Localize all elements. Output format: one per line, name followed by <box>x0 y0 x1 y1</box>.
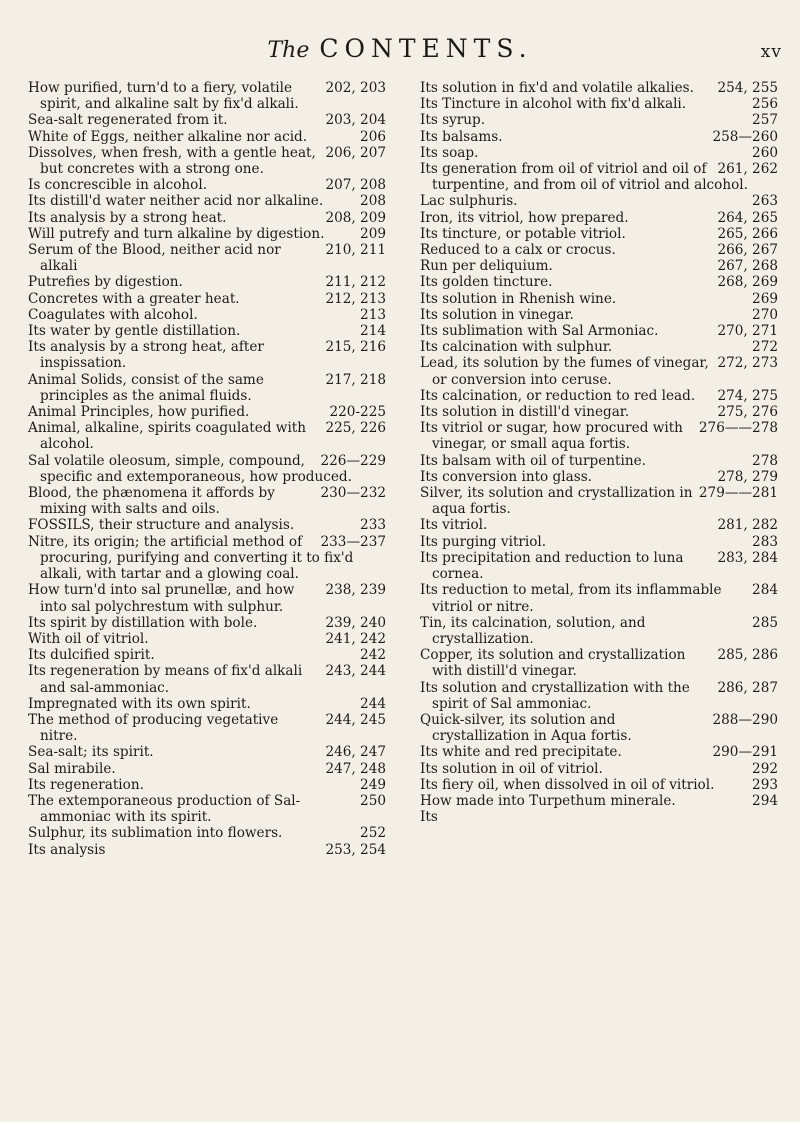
entry-pages: 283 <box>752 533 778 550</box>
entry-pages: 281, 282 <box>717 517 778 534</box>
entry-text: Tin, its calcination, solution, and crystallization. <box>420 614 646 647</box>
index-entry <box>420 258 778 274</box>
entry-pages: 285 <box>752 614 778 631</box>
index-entry <box>420 388 778 404</box>
entry-pages: 202, 203 <box>325 80 386 96</box>
entry-pages: 270 <box>752 306 778 323</box>
entry-text: Its calcination, or reduction to red lead. <box>420 387 696 404</box>
index-entry <box>28 112 386 128</box>
entry-pages: 278, 279 <box>717 468 778 485</box>
entry-text: Its fiery oil, when dissolved in oil of vitriol. <box>420 776 715 793</box>
index-entry <box>420 193 778 209</box>
entry-pages: 294 <box>752 792 778 809</box>
index-entry <box>28 323 386 339</box>
entry-pages: 261, 262 <box>717 161 778 178</box>
index-entry <box>28 420 386 452</box>
title-prefix: The <box>267 38 310 63</box>
index-entry <box>420 339 778 355</box>
index-entry <box>420 582 778 614</box>
index-entry <box>28 582 386 614</box>
entry-pages: 207, 208 <box>325 177 386 194</box>
entry-text: Its tincture, or potable vitriol. <box>420 225 626 242</box>
entry-pages: 203, 204 <box>325 112 386 129</box>
entry-pages: 241, 242 <box>325 630 386 647</box>
index-entry <box>28 663 386 695</box>
entry-pages: 253, 254 <box>325 841 386 858</box>
entry-text: Impregnated with its own spirit. <box>28 695 251 712</box>
index-entry <box>420 809 778 825</box>
entry-text: Silver, its solution and crystallization in aqua fortis. <box>420 485 693 518</box>
entry-text: Concretes with a greater heat. <box>28 290 240 307</box>
entry-text: Its purging vitriol. <box>420 533 547 550</box>
entry-text: Coagulates with alcohol. <box>28 306 198 323</box>
entry-pages: 270, 271 <box>717 323 778 340</box>
index-entry <box>420 145 778 161</box>
entry-text: Its white and red precipitate. <box>420 744 622 761</box>
entry-text: Its spirit by distillation with bole. <box>28 614 258 631</box>
entry-pages: 257 <box>752 112 778 129</box>
entry-text: The method of producing vegetative nitre. <box>28 711 279 745</box>
index-entry <box>28 404 386 420</box>
entry-pages: 233—237 <box>320 533 386 550</box>
entry-pages: 215, 216 <box>325 339 386 356</box>
entry-text: Its vitriol or sugar, how procured with vinegar, or small aqua fortis. <box>420 420 683 453</box>
index-entry <box>28 761 386 777</box>
index-entry <box>420 210 778 226</box>
entry-pages: 233 <box>360 517 386 534</box>
entry-pages: 230—232 <box>320 485 386 502</box>
index-entry <box>28 453 386 485</box>
entry-pages: 264, 265 <box>717 209 778 226</box>
entry-text: Its solution in fix'd and volatile alkalies. <box>420 80 694 96</box>
entry-pages: 225, 226 <box>325 420 386 437</box>
entry-text: FOSSILS, their structure and analysis. <box>28 517 295 534</box>
index-entry <box>420 323 778 339</box>
entry-pages: 214 <box>360 323 386 340</box>
index-entry <box>420 355 778 387</box>
entry-pages: 286, 287 <box>717 679 778 696</box>
index-entry <box>28 339 386 371</box>
index-entry <box>28 534 386 583</box>
index-entry <box>420 420 778 452</box>
entry-pages: 206 <box>360 128 386 145</box>
entry-pages: 208, 209 <box>325 209 386 226</box>
index-entry <box>28 193 386 209</box>
index-entry <box>420 793 778 809</box>
entry-pages: 252 <box>360 825 386 842</box>
entry-text: Its regeneration by means of fix'd alkali and sal-ammoniac. <box>28 663 303 696</box>
entry-pages: 249 <box>360 776 386 793</box>
entry-text: Its analysis <box>28 841 106 858</box>
entry-text: Putrefies by digestion. <box>28 274 183 291</box>
entry-text: Its soap. <box>420 144 479 161</box>
entry-pages: 272 <box>752 339 778 356</box>
entry-pages: 226—229 <box>320 452 386 469</box>
entry-pages: 247, 248 <box>325 760 386 777</box>
index-entry <box>420 647 778 679</box>
entry-text: With oil of vitriol. <box>28 630 149 647</box>
entry-text: Its generation from oil of vitriol and oil of turpentine, and from oil of vitriol and alcohol. <box>420 161 748 194</box>
entry-pages: 285, 286 <box>717 647 778 664</box>
entry-text: Reduced to a calx or crocus. <box>420 242 616 259</box>
entry-text: Sal mirabile. <box>28 760 116 777</box>
index-entry <box>420 96 778 112</box>
entry-text: Is concrescible in alcohol. <box>28 177 208 194</box>
entry-pages: 274, 275 <box>717 387 778 404</box>
entry-text: Its analysis by a strong heat. <box>28 209 227 226</box>
title-text: CONTENTS. <box>319 34 533 63</box>
entry-text: Sal volatile oleosum, simple, compound, specific and extemporaneous, how produced. <box>28 452 352 485</box>
entry-pages: 284 <box>752 582 778 599</box>
index-entry <box>28 793 386 825</box>
entry-text: Quick-silver, its solution and crystallization in Aqua fortis. <box>420 711 632 745</box>
index-entry <box>420 226 778 242</box>
index-entry <box>420 744 778 760</box>
entry-text: How turn'd into sal prunellæ, and how into sal polychrestum with sulphur. <box>28 582 295 615</box>
entry-text: How purified, turn'd to a fiery, volatile spirit, and alkaline salt by fix'd alkali. <box>28 80 299 113</box>
entry-text: Its solution in oil of vitriol. <box>420 760 603 777</box>
index-entry <box>28 372 386 404</box>
entry-pages: 238, 239 <box>325 582 386 599</box>
page-number: xv <box>760 42 782 62</box>
entry-pages: 244, 245 <box>325 711 386 728</box>
entry-text: Sea-salt regenerated from it. <box>28 112 228 129</box>
entry-text: Its <box>420 809 438 826</box>
entry-pages: 288—290 <box>712 711 778 728</box>
entry-pages: 254, 255 <box>717 80 778 96</box>
entry-pages: 246, 247 <box>325 744 386 761</box>
entry-text: Nitre, its origin; the artificial method of procuring, purifying and converting it to fix'd alkali, with tartar and a glowing coal. <box>28 533 354 583</box>
entry-pages: 278 <box>752 452 778 469</box>
entry-text: Its balsam with oil of turpentine. <box>420 452 646 469</box>
entry-pages: 265, 266 <box>717 225 778 242</box>
entry-pages: 209 <box>360 225 386 242</box>
entry-pages: 213 <box>360 306 386 323</box>
index-entry <box>28 744 386 760</box>
index-entry <box>28 517 386 533</box>
entry-text: Sulphur, its sublimation into flowers. <box>28 825 283 842</box>
entry-text: Its solution in Rhenish wine. <box>420 290 617 307</box>
entry-text: Its conversion into glass. <box>420 468 592 485</box>
index-entry <box>420 274 778 290</box>
index-entry <box>28 485 386 517</box>
index-entry <box>420 80 778 96</box>
entry-text: Its Tincture in alcohol with fix'd alkali. <box>420 96 687 113</box>
entry-text: Its syrup. <box>420 112 486 129</box>
index-entry <box>28 647 386 663</box>
entry-pages: 244 <box>360 695 386 712</box>
index-entry <box>28 777 386 793</box>
index-entry <box>420 161 778 193</box>
entry-text: Animal Principles, how purified. <box>28 404 250 421</box>
entry-text: Its solution and crystallization with the spirit of Sal ammoniac. <box>420 679 690 712</box>
entry-text: Its dulcified spirit. <box>28 647 155 664</box>
index-entry <box>28 177 386 193</box>
index-entry <box>420 615 778 647</box>
entry-pages: 250 <box>360 792 386 809</box>
entry-pages: 220-225 <box>329 404 386 421</box>
index-entry <box>28 145 386 177</box>
index-entry <box>420 712 778 744</box>
entry-pages: 269 <box>752 290 778 307</box>
entry-pages: 211, 212 <box>325 274 386 291</box>
entry-text: Its solution in vinegar. <box>420 306 574 323</box>
entry-text: Its regeneration. <box>28 776 144 793</box>
entry-text: Its solution in distill'd vinegar. <box>420 404 630 421</box>
index-entry <box>420 291 778 307</box>
entry-pages: 239, 240 <box>325 614 386 631</box>
running-header <box>0 28 800 68</box>
entry-pages: 272, 273 <box>717 355 778 372</box>
index-entry <box>420 242 778 258</box>
entry-text: Run per deliquium. <box>420 258 553 275</box>
entry-text: Serum of the Blood, neither acid nor alkali <box>28 242 281 275</box>
entry-text: Its golden tincture. <box>420 274 553 291</box>
entry-text: Its vitriol. <box>420 517 488 534</box>
index-entry <box>28 712 386 744</box>
entry-text: How made into Turpethum minerale. <box>420 792 676 809</box>
left-column <box>28 80 386 858</box>
index-entry <box>28 242 386 274</box>
index-entry <box>28 291 386 307</box>
index-entry <box>420 550 778 582</box>
entry-pages: 267, 268 <box>717 258 778 275</box>
index-entry <box>420 469 778 485</box>
index-entry <box>420 761 778 777</box>
entry-pages: 206, 207 <box>325 144 386 161</box>
entry-text: Its sublimation with Sal Armoniac. <box>420 323 659 340</box>
entry-text: Will putrefy and turn alkaline by digestion. <box>28 225 325 242</box>
entry-text: Its water by gentle distillation. <box>28 323 241 340</box>
index-entry <box>28 842 386 858</box>
index-entry <box>420 777 778 793</box>
page-title <box>0 34 800 63</box>
entry-pages: 276——278 <box>698 420 778 437</box>
right-column <box>420 80 778 825</box>
entry-text: Copper, its solution and crystallization with distill'd vinegar. <box>420 647 686 680</box>
index-entry <box>28 307 386 323</box>
entry-pages: 210, 211 <box>325 242 386 259</box>
entry-text: Animal Solids, consist of the same principles as the animal fluids. <box>28 371 264 404</box>
entry-pages: 263 <box>752 193 778 210</box>
index-entry <box>28 226 386 242</box>
entry-pages: 260 <box>752 144 778 161</box>
index-entry <box>28 80 386 112</box>
index-entry <box>420 680 778 712</box>
entry-text: Its calcination with sulphur. <box>420 339 613 356</box>
entry-text: Its reduction to metal, from its inflammable vitriol or nitre. <box>420 582 722 615</box>
entry-pages: 242 <box>360 647 386 664</box>
entry-text: Its precipitation and reduction to luna cornea. <box>420 549 684 583</box>
entry-pages: 208 <box>360 193 386 210</box>
entry-text: Its balsams. <box>420 128 503 145</box>
index-entry <box>28 129 386 145</box>
entry-pages: 268, 269 <box>717 274 778 291</box>
entry-text: Lead, its solution by the fumes of vinegar, or conversion into ceruse. <box>420 355 709 388</box>
entry-pages: 290—291 <box>712 744 778 761</box>
entry-pages: 256 <box>752 96 778 113</box>
entry-pages: 266, 267 <box>717 242 778 259</box>
index-entry <box>420 453 778 469</box>
entry-pages: 292 <box>752 760 778 777</box>
index-entry <box>420 534 778 550</box>
entry-text: The extemporaneous production of Sal-ammoniac with its spirit. <box>28 792 301 826</box>
entry-pages: 243, 244 <box>325 663 386 680</box>
index-entry <box>420 307 778 323</box>
entry-text: Iron, its vitriol, how prepared. <box>420 209 629 226</box>
index-entry <box>420 485 778 517</box>
index-entry <box>420 404 778 420</box>
index-entry <box>28 615 386 631</box>
index-entry <box>28 696 386 712</box>
entry-text: Animal, alkaline, spirits coagulated with alcohol. <box>28 420 307 453</box>
index-entry <box>420 112 778 128</box>
entry-text: Its distill'd water neither acid nor alkaline. <box>28 193 324 210</box>
entry-text: Sea-salt; its spirit. <box>28 744 154 761</box>
entry-pages: 293 <box>752 776 778 793</box>
entry-text: Its analysis by a strong heat, after inspissation. <box>28 339 264 372</box>
entry-pages: 212, 213 <box>325 290 386 307</box>
entry-text: Lac sulphuris. <box>420 193 518 210</box>
entry-pages: 283, 284 <box>717 549 778 566</box>
entry-pages: 217, 218 <box>325 371 386 388</box>
entry-text: White of Eggs, neither alkaline nor acid. <box>28 128 308 145</box>
index-entry <box>28 631 386 647</box>
entry-pages: 275, 276 <box>717 404 778 421</box>
entry-pages: 258—260 <box>712 128 778 145</box>
index-entry <box>420 517 778 533</box>
entry-text: Dissolves, when fresh, with a gentle heat, but concretes with a strong one. <box>28 144 316 178</box>
entry-pages: 279——281 <box>698 485 778 502</box>
index-entry <box>28 274 386 290</box>
entry-text: Blood, the phænomena it affords by mixing with salts and oils. <box>28 485 275 518</box>
index-entry <box>420 129 778 145</box>
index-entry <box>28 825 386 841</box>
index-entry <box>28 210 386 226</box>
